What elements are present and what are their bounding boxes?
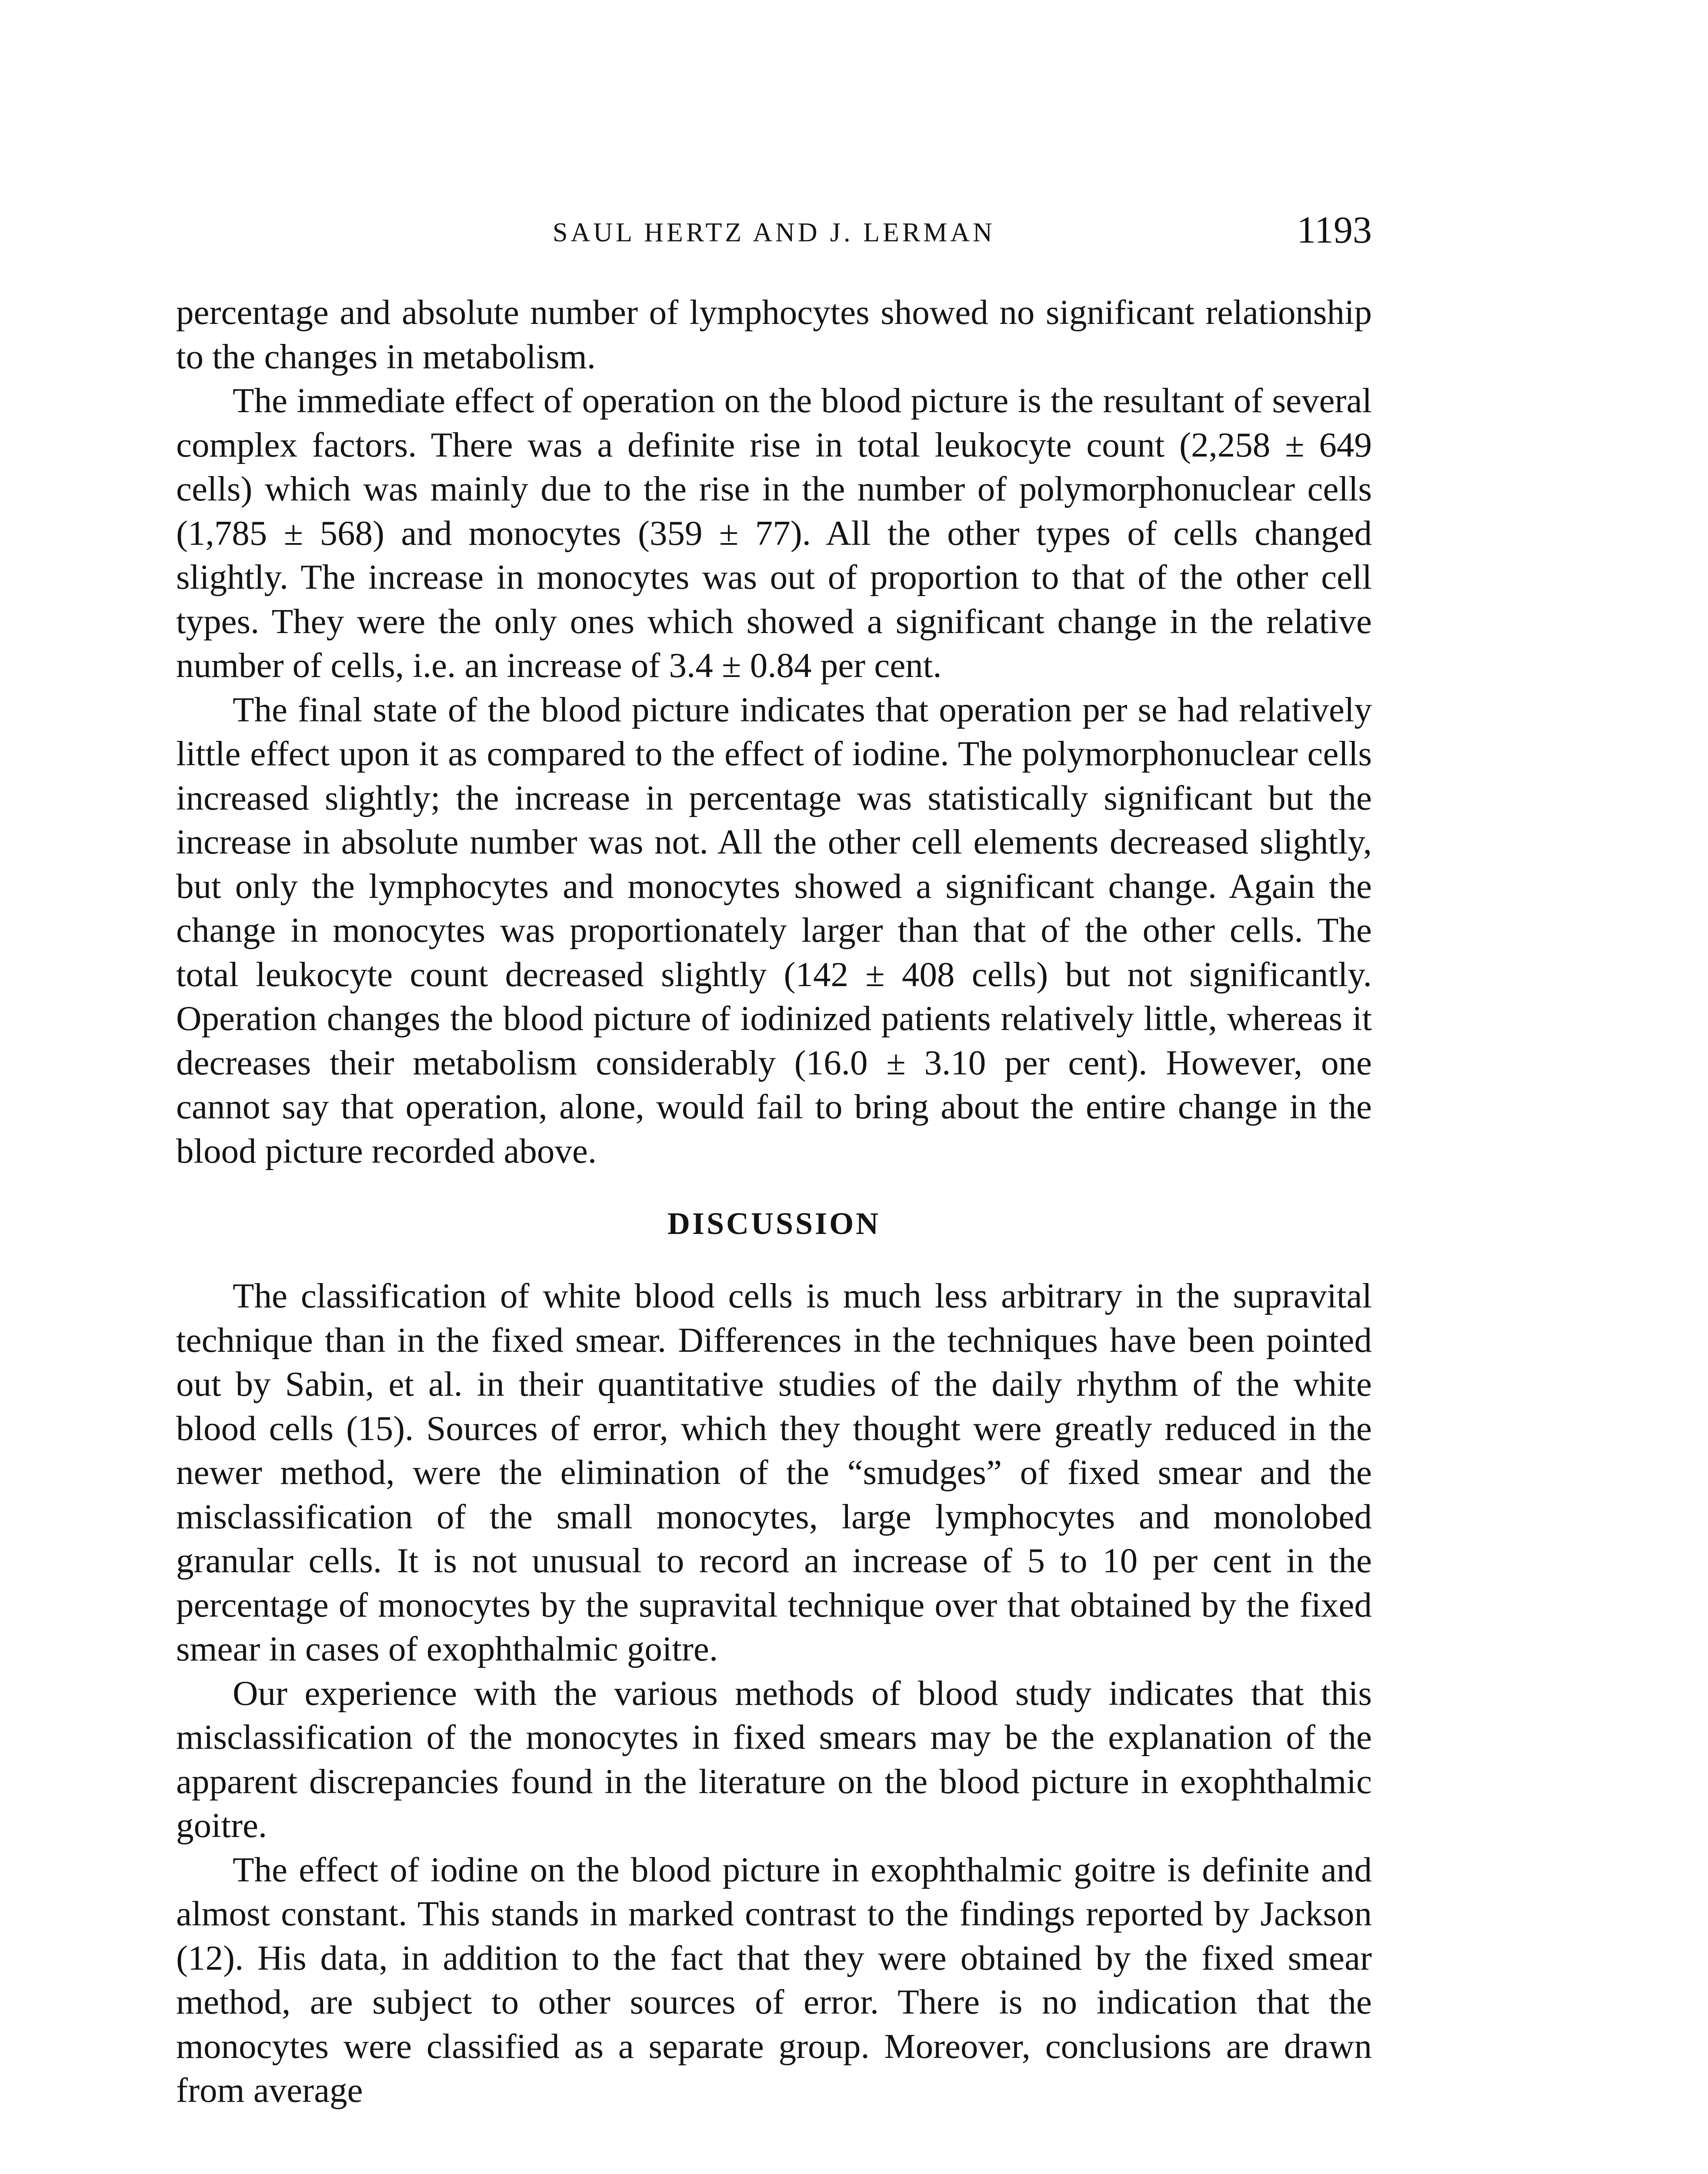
running-head bbox=[176, 209, 1372, 257]
paragraph-operation-effect: The immediate effect of operation on the blood picture is the resultant of several complex factors. There was a definite rise in total leukocyte count (2,258 ± 649 cells) which was mainly due to the rise in the number of polymorphonuclear cells (1,785 ± 568) and monocytes (359 ± 77). All the other types of cells changed slightly. The increase in monocytes was out of proportion to that of the other cell types. They were the only ones which showed a significant change in the relative number of cells, i.e. an increase of 3.4 ± 0.84 per cent. bbox=[176, 381, 1372, 685]
paragraph-continued: percentage and absolute number of lymphocytes showed no significant relationship to the changes in metabolism. bbox=[176, 293, 1372, 376]
paragraph-experience: Our experience with the various methods of blood study indicates that this misclassification of the monocytes in fixed smears may be the explanation of the apparent discrepancies found in the literature on the blood picture in exophthalmic goitre. bbox=[176, 1673, 1372, 1845]
paragraph-final-state: The final state of the blood picture indicates that operation per se had relatively little effect upon it as compared to the effect of iodine. The polymorphonuclear cells increased slightly; the increase in percentage was statistically significant but the increase in absolute number was not. All the other cell elements decreased slightly, but only the lymphocytes and monocytes showed a significant change. Again the change in monocytes was proportionately larger than that of the other cells. The total leukocyte count decreased slightly (142 ± 408 cells) but not significantly. Operation changes the blood picture of iodinized patients relatively little, whereas it decreases their metabolism considerably (16.0 ± 3.10 per cent). However, one cannot say that operation, alone, would fail to bring about the entire change in the blood picture recorded above. bbox=[176, 690, 1372, 1170]
running-title: SAUL HERTZ AND J. LERMAN bbox=[553, 218, 995, 247]
body-text bbox=[176, 290, 1372, 2113]
page-number: 1193 bbox=[1297, 209, 1372, 251]
section-heading-discussion: DISCUSSION bbox=[667, 1206, 881, 1241]
paragraph-iodine-effect: The effect of iodine on the blood picture in exophthalmic goitre is definite and almost constant. This stands in marked contrast to the findings reported by Jackson (12). His data, in addition to the fact that they were obtained by the fixed smear method, are subject to other sources of error. There is no indication that the monocytes were classified as a separate group. Moreover, conclusions are drawn from average bbox=[176, 1850, 1372, 2110]
paragraph-classification: The classification of white blood cells is much less arbitrary in the supravital technique than in the fixed smear. Differences in the techniques have been pointed out by Sabin, et al. in their quantitative studies of the daily rhythm of the white blood cells (15). Sources of error, which they thought were greatly reduced in the newer method, were the elimination of the “smudges” of fixed smear and the misclassification of the small monocytes, large lymphocytes and monolobed granular cells. It is not unusual to record an increase of 5 to 10 per cent in the percentage of monocytes by the supravital technique over that obtained by the fixed smear in cases of exophthalmic goitre. bbox=[176, 1276, 1372, 1668]
